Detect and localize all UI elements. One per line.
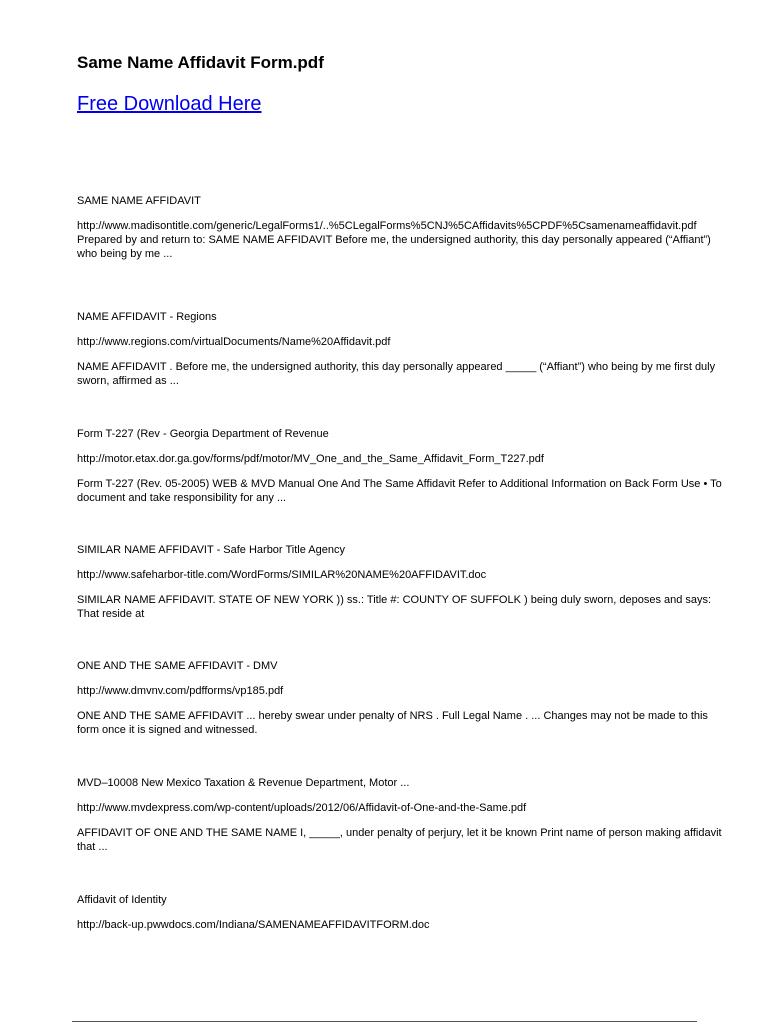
- entry-description: AFFIDAVIT OF ONE AND THE SAME NAME I, _____, under penalty of perjury, let it be known Print name of person making affidavit that ...: [77, 827, 722, 853]
- entry-url-link[interactable]: http://www.madisontitle.com/generic/LegalForms1/..%5CLegalForms%5CNJ%5CAffidavits%5CPDF%5Csamenameaffidavit.pdf: [77, 220, 697, 232]
- entry-description: NAME AFFIDAVIT . Before me, the undersigned authority, this day personally appeared _____ (“Affiant”) who being by me first duly sworn, affirmed as ...: [77, 361, 716, 387]
- entry-description: ONE AND THE SAME AFFIDAVIT ... hereby swear under penalty of NRS . Full Legal Name . ... Changes may not be made to this form once it is signed and witnessed.: [77, 710, 708, 736]
- entry-title: MVD–10008 New Mexico Taxation & Revenue Department, Motor ...: [77, 777, 410, 789]
- footer-divider: [72, 1021, 697, 1022]
- entry-title: SIMILAR NAME AFFIDAVIT - Safe Harbor Title Agency: [77, 544, 345, 556]
- entry-url-link[interactable]: http://www.mvdexpress.com/wp-content/uploads/2012/06/Affidavit-of-One-and-the-Same.pdf: [77, 802, 527, 814]
- entry-url-link[interactable]: http://www.safeharbor-title.com/WordForms/SIMILAR%20NAME%20AFFIDAVIT.doc: [77, 569, 487, 581]
- entry-url-link[interactable]: http://www.regions.com/virtualDocuments/Name%20Affidavit.pdf: [77, 336, 391, 348]
- free-download-link[interactable]: Free Download Here: [77, 93, 262, 115]
- result-entry-georgia-t227: [77, 427, 732, 505]
- entry-title: NAME AFFIDAVIT - Regions: [77, 311, 217, 323]
- entry-url-link[interactable]: http://motor.etax.dor.ga.gov/forms/pdf/motor/MV_One_and_the_Same_Affidavit_Form_T227.pdf: [77, 453, 544, 465]
- entry-description: SIMILAR NAME AFFIDAVIT. STATE OF NEW YORK )) ss.: Title #: COUNTY OF SUFFOLK ) being duly sworn, deposes and says: That reside at: [77, 594, 712, 620]
- entry-description: Form T-227 (Rev. 05-2005) WEB & MVD Manual One And The Same Affidavit Refer to Additional Information on Back Form Use • To document and take responsibility for any ...: [77, 478, 722, 504]
- result-entry-same-name-affidavit: [77, 194, 732, 261]
- entry-url-link[interactable]: http://back-up.pwwdocs.com/Indiana/SAMENAMEAFFIDAVITFORM.doc: [77, 919, 430, 931]
- result-entry-safe-harbor: [77, 543, 732, 621]
- entry-title: ONE AND THE SAME AFFIDAVIT - DMV: [77, 660, 278, 672]
- page-title: Same Name Affidavit Form.pdf: [77, 53, 324, 72]
- result-entry-regions: [77, 310, 732, 388]
- entry-title: SAME NAME AFFIDAVIT: [77, 195, 201, 207]
- result-entry-affidavit-of-identity: [77, 893, 732, 932]
- result-entry-dmv: [77, 659, 732, 737]
- entry-title: Form T-227 (Rev - Georgia Department of Revenue: [77, 428, 329, 440]
- result-entry-new-mexico-mvd: [77, 776, 732, 854]
- entry-url-link[interactable]: http://www.dmvnv.com/pdfforms/vp185.pdf: [77, 685, 284, 697]
- entry-title: Affidavit of Identity: [77, 894, 167, 906]
- entry-description: Prepared by and return to: SAME NAME AFFIDAVIT Before me, the undersigned authority, this day personally appeared (“Affiant”) who being by me ...: [77, 234, 711, 260]
